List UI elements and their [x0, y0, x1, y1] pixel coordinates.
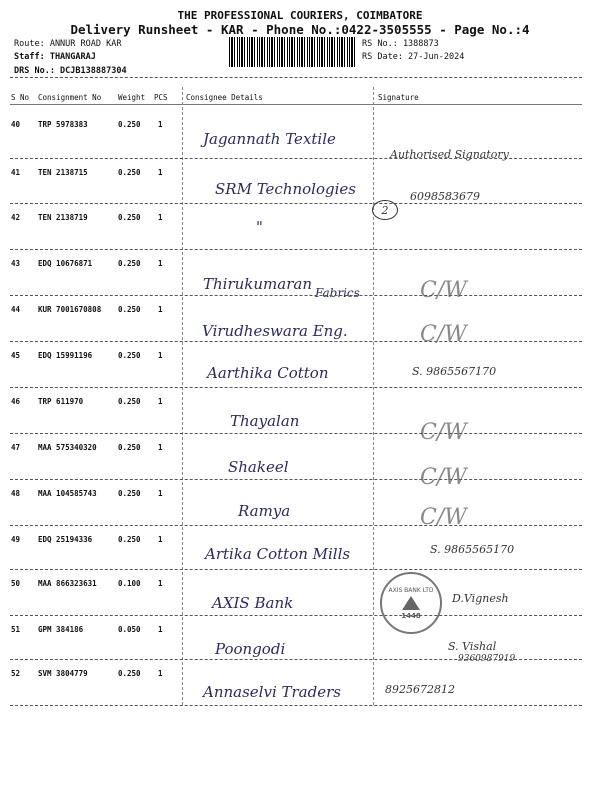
row-pcs: 1 — [158, 120, 163, 129]
route-text: Route: ANNUR ROAD KAR — [14, 39, 122, 49]
row-pcs: 1 — [158, 669, 163, 678]
row-consignee-name: Thirukumaran — [203, 275, 312, 293]
row-signature: C/W — [420, 505, 467, 530]
row-sno: 42 — [11, 213, 21, 222]
row-pcs: 1 — [158, 535, 163, 544]
row-weight: 0.250 — [118, 669, 141, 678]
row-consignee-name: SRM Technologies — [215, 180, 356, 198]
row-consignee-name: Thayalan — [230, 412, 300, 430]
row-pcs: 1 — [158, 397, 163, 406]
row-pcs: 1 — [158, 489, 163, 498]
row-pcs: 1 — [158, 579, 163, 588]
row-pcs: 1 — [158, 259, 163, 268]
bank-stamp — [380, 572, 442, 634]
row-signature: C/W — [420, 278, 467, 303]
row-separator — [10, 387, 582, 388]
row-separator — [10, 203, 582, 204]
row-signature: Authorised Signatory — [390, 148, 509, 161]
row-weight: 0.250 — [118, 120, 141, 129]
row-weight: 0.100 — [118, 579, 141, 588]
row-separator — [10, 705, 582, 706]
row-sno: 47 — [11, 443, 21, 452]
row-signature: C/W — [420, 465, 467, 490]
row-sno: 41 — [11, 168, 21, 177]
row-consignee-name: Artika Cotton Mills — [205, 545, 351, 563]
row-weight: 0.250 — [118, 305, 141, 314]
row-consignment-no: MAA 575340320 — [38, 443, 97, 452]
row-sno: 50 — [11, 579, 21, 588]
row-sno: 45 — [11, 351, 21, 360]
stamp-code: 1448 — [401, 611, 421, 620]
row-signature: S. 9865567170 — [412, 365, 497, 378]
row-weight: 0.250 — [118, 259, 141, 268]
col-pcs: PCS — [154, 93, 168, 102]
row-weight: 0.250 — [118, 351, 141, 360]
row-sno: 52 — [11, 669, 21, 678]
row-sno: 46 — [11, 397, 21, 406]
row-consignee-name: Annaselvi Traders — [203, 683, 341, 701]
col-signature: Signature — [378, 93, 419, 102]
row-consignment-no: TRP 611970 — [38, 397, 84, 406]
signature-column-divider — [373, 87, 374, 705]
row-consignment-no: TEN 2138715 — [38, 168, 88, 177]
row-consignee-name: Jagannath Textile — [203, 130, 336, 148]
row-sno: 48 — [11, 489, 21, 498]
row-separator — [10, 659, 582, 660]
details-column-divider — [182, 87, 183, 705]
row-separator — [10, 341, 582, 342]
row-weight: 0.050 — [118, 625, 141, 634]
row-separator — [10, 249, 582, 250]
row-consignment-no: TRP 5978383 — [38, 120, 88, 129]
row-signature-phone: 9360987919 — [458, 654, 516, 664]
row-sno: 51 — [11, 625, 21, 634]
row-signature: S. Vishal — [448, 640, 497, 653]
row-separator — [10, 479, 582, 480]
annotation-circle: 2 — [372, 200, 398, 220]
row-signature: 8925672812 — [385, 683, 455, 696]
row-signature: 6098583679 — [410, 190, 480, 203]
row-consignment-no: EDQ 15991196 — [38, 351, 93, 360]
row-consignee-name: Aarthika Cotton — [207, 364, 329, 382]
col-sno: S No — [11, 93, 30, 102]
row-consignee-name: Ramya — [238, 502, 291, 520]
bank-logo-icon — [402, 596, 420, 610]
page-title: Delivery Runsheet - KAR - Phone No.:0422-3505555 - Page No.:4 — [70, 22, 530, 37]
row-weight: 0.250 — [118, 168, 141, 177]
staff-text: Staff: THANGARAJ — [14, 52, 96, 62]
row-signature: S. 9865565170 — [430, 543, 515, 556]
row-consignment-no: GPM 384186 — [38, 625, 84, 634]
row-consignment-no: EDQ 25194336 — [38, 535, 93, 544]
row-separator — [10, 525, 582, 526]
col-consignment: Consignment No — [38, 93, 102, 102]
row-separator — [10, 158, 582, 159]
row-consignee-name: Poongodi — [215, 640, 286, 658]
row-weight: 0.250 — [118, 397, 141, 406]
row-weight: 0.250 — [118, 213, 141, 222]
rs-number: RS No.: 1388873 — [362, 39, 439, 49]
row-sno: 44 — [11, 305, 21, 314]
row-signature: C/W — [420, 420, 467, 445]
row-separator — [10, 295, 582, 296]
row-pcs: 1 — [158, 305, 163, 314]
row-consignment-no: EDQ 10676871 — [38, 259, 93, 268]
row-sno: 43 — [11, 259, 21, 268]
col-details: Consignee Details — [186, 93, 263, 102]
row-consignment-no: KUR 7001670808 — [38, 305, 102, 314]
barcode — [229, 37, 355, 67]
row-pcs: 1 — [158, 168, 163, 177]
row-signature: D.Vignesh — [452, 592, 509, 605]
row-weight: 0.250 — [118, 535, 141, 544]
row-weight: 0.250 — [118, 443, 141, 452]
row-consignee-name: " — [256, 218, 263, 236]
company-name: THE PROFESSIONAL COURIERS, COIMBATORE — [177, 9, 423, 22]
row-pcs: 1 — [158, 213, 163, 222]
row-pcs: 1 — [158, 625, 163, 634]
row-consignment-no: MAA 866323631 — [38, 579, 97, 588]
row-consignee-name-line2: Fabrics — [315, 286, 360, 300]
row-sno: 40 — [11, 120, 21, 129]
drs-number: DRS No.: DCJB138887304 — [14, 66, 127, 76]
row-separator — [10, 433, 582, 434]
stamp-top-text: AXIS BANK LTD — [388, 586, 434, 594]
row-pcs: 1 — [158, 443, 163, 452]
row-consignee-name: Shakeel — [228, 458, 289, 476]
row-consignee-name: AXIS Bank — [212, 594, 294, 612]
row-separator — [10, 615, 582, 616]
header-rule — [10, 77, 582, 78]
row-consignment-no: MAA 104585743 — [38, 489, 97, 498]
row-weight: 0.250 — [118, 489, 141, 498]
row-separator — [10, 569, 582, 570]
row-consignee-name: Virudheswara Eng. — [202, 322, 348, 340]
row-sno: 49 — [11, 535, 21, 544]
row-consignment-no: TEN 2138719 — [38, 213, 88, 222]
row-consignment-no: SVM 3804779 — [38, 669, 88, 678]
col-weight: Weight — [118, 93, 146, 102]
row-signature: C/W — [420, 322, 467, 347]
row-pcs: 1 — [158, 351, 163, 360]
rs-date: RS Date: 27-Jun-2024 — [362, 52, 465, 62]
column-header-rule — [10, 104, 582, 105]
